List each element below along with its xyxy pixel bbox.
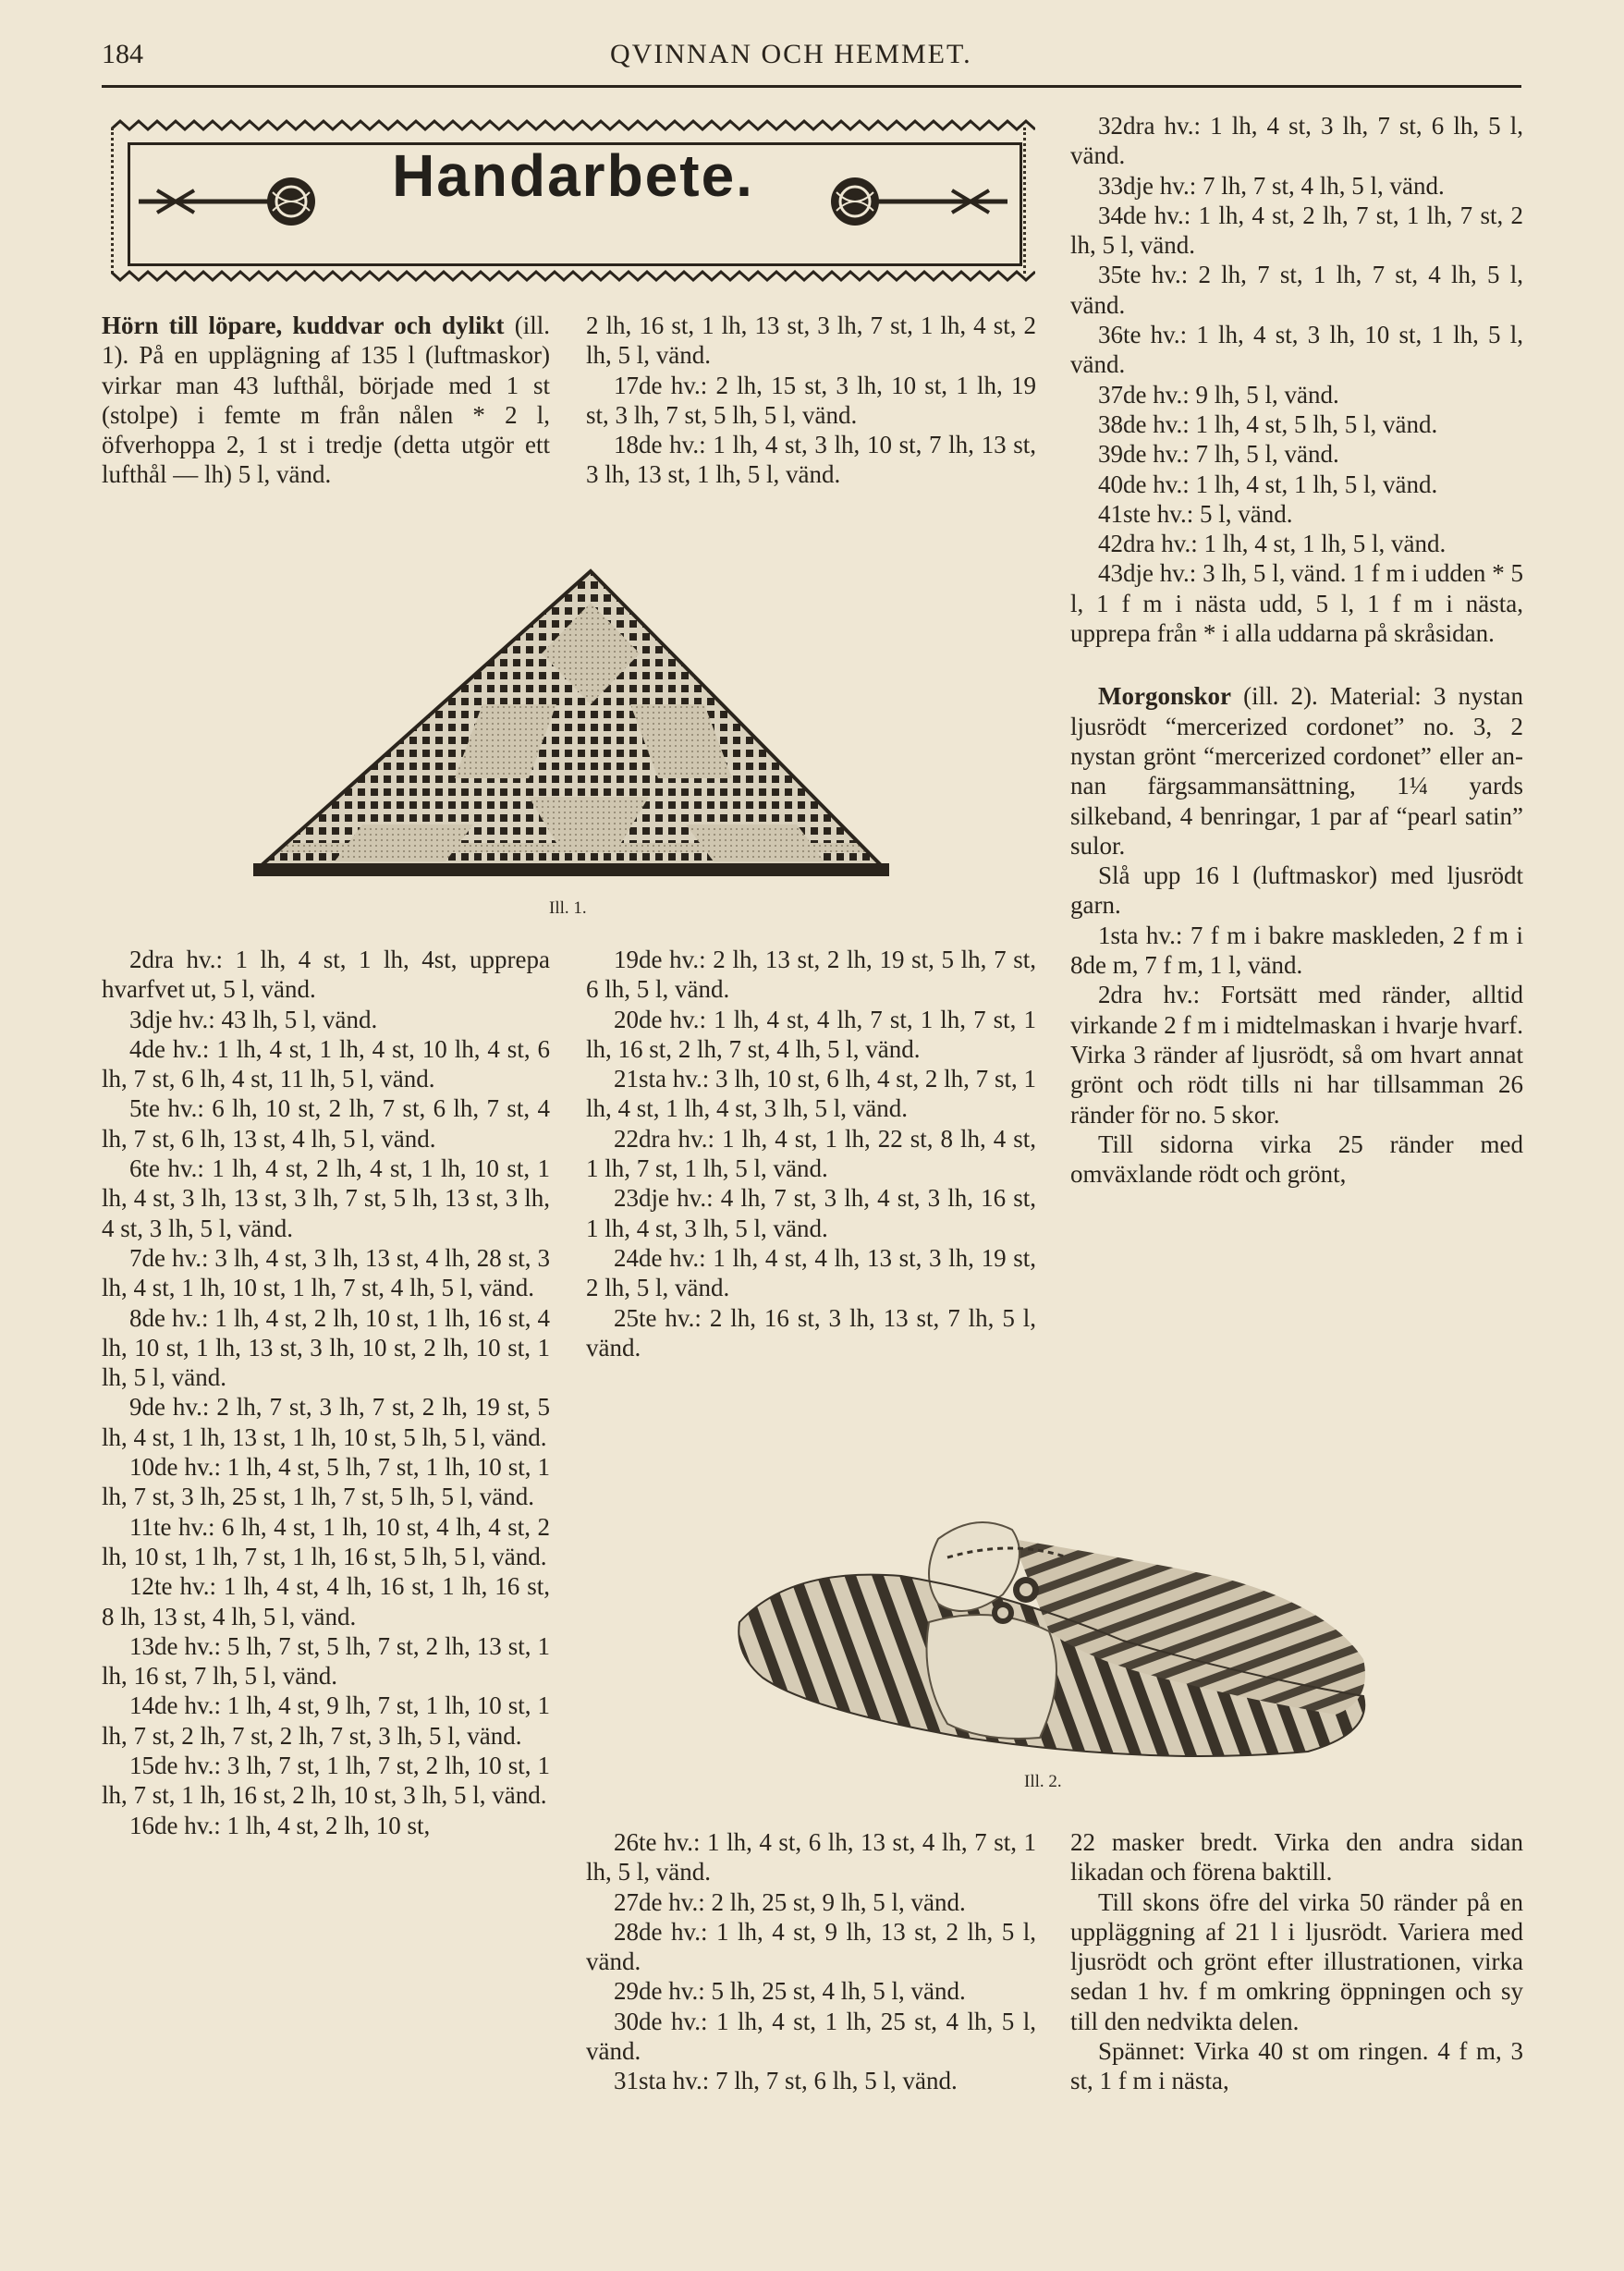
row-text: 22dra hv.: 1 lh, 4 st, 1 lh, 22 st, 8 lh, 4 st, 1 lh, 7 st, 1 lh, 5 l, vänd. xyxy=(586,1124,1036,1183)
zigzag-border-bottom-icon xyxy=(111,268,1035,283)
row-text: 12te hv.: 1 lh, 4 st, 4 lh, 16 st, 1 lh, 16 st, 8 lh, 13 st, 4 lh, 5 l, vänd. xyxy=(102,1572,550,1630)
col2-top xyxy=(586,311,1036,490)
row-text: 7de hv.: 3 lh, 4 st, 3 lh, 13 st, 4 lh, 28 st, 3 lh, 4 st, 1 lh, 10 st, 1 lh, 7 st, 4 lh, 5 l, vänd. xyxy=(102,1243,550,1302)
row-text: 32dra hv.: 1 lh, 4 st, 3 lh, 7 st, 6 lh, 5 l, vänd. xyxy=(1070,112,1523,170)
row-text: 2 lh, 16 st, 1 lh, 13 st, 3 lh, 7 st, 1 lh, 4 st, 2 lh, 5 l, vänd. xyxy=(586,311,1036,370)
crochet-triangle-illustration xyxy=(251,566,891,880)
intro-title: Hörn till löpare, kuddvar och dylikt xyxy=(102,311,505,339)
running-title: QVINNAN OCH HEMMET. xyxy=(610,39,972,69)
intro-text: (ill. 1). På en upplägning af 135 l (luftmaskor) virkar man 43 lufthål, började med 1 st (stolpe) i femte m från nålen * 2 l, öfverhoppa 2, 1 st i tredje (detta utgör ett lufthål — lh) 5 l, vänd. xyxy=(102,311,550,489)
row-text: 10de hv.: 1 lh, 4 st, 5 lh, 7 st, 1 lh, 10 st, 1 lh, 7 st, 3 lh, 25 st, 1 lh, 7 st, 5 lh, 5 l, vänd. xyxy=(102,1453,550,1511)
row-text: 11te hv.: 6 lh, 4 st, 1 lh, 10 st, 4 lh, 4 st, 2 lh, 10 st, 1 lh, 7 st, 1 lh, 16 st, 5 lh, 5 l, vänd. xyxy=(102,1512,550,1570)
row-text: 42dra hv.: 1 lh, 4 st, 1 lh, 5 l, vänd. xyxy=(1098,530,1447,558)
row-text: 36te hv.: 1 lh, 4 st, 3 lh, 10 st, 1 lh, 5 l, vänd. xyxy=(1070,321,1523,379)
row-text: 41ste hv.: 5 l, vänd. xyxy=(1098,499,1293,528)
row-text: 9de hv.: 2 lh, 7 st, 3 lh, 7 st, 2 lh, 19 st, 5 lh, 4 st, 1 lh, 13 st, 1 lh, 10 st, 5 lh, 5 l, vänd. xyxy=(102,1393,550,1451)
row-text: 18de hv.: 1 lh, 4 st, 3 lh, 10 st, 7 lh, 13 st, 3 lh, 13 st, 1 lh, 5 l, vänd. xyxy=(586,431,1036,489)
row-text: 15de hv.: 3 lh, 7 st, 1 lh, 7 st, 2 lh, 10 st, 1 lh, 7 st, 1 lh, 16 st, 2 lh, 10 st, 3 lh, 5 l, vänd. xyxy=(102,1752,550,1810)
morgonskor-title: Morgonskor xyxy=(1098,682,1231,711)
col3-bottom xyxy=(1070,1827,1523,2096)
row-text: 37de hv.: 9 lh, 5 l, vänd. xyxy=(1098,380,1339,409)
paragraph: Slå upp 16 l (luftmaskor) med ljusrödt garn. xyxy=(1070,861,1523,920)
paragraph: Spännet: Virka 40 st om ringen. 4 f m, 3 st, 1 f m i nästa, xyxy=(1070,2037,1523,2095)
row-text: 14de hv.: 1 lh, 4 st, 9 lh, 7 st, 1 lh, 10 st, 1 lh, 7 st, 2 lh, 7 st, 2 lh, 7 st, 3 lh, 5 l, vänd. xyxy=(102,1691,550,1750)
row-text: 26te hv.: 1 lh, 4 st, 6 lh, 13 st, 4 lh, 7 st, 1 lh, 5 l, vänd. xyxy=(586,1828,1036,1886)
col2-bottom xyxy=(586,1827,1036,2096)
row-text: 27de hv.: 2 lh, 25 st, 9 lh, 5 l, vänd. xyxy=(614,1887,966,1916)
row-text: 43dje hv.: 3 lh, 5 l, vänd. 1 f m i udden * 5 l, 1 f m i nästa udd, 5 l, 1 f m i nästa, upprepa från * i alla uddarna på skråsidan. xyxy=(1070,559,1523,648)
row-text: 34de hv.: 1 lh, 4 st, 2 lh, 7 st, 1 lh, 7 st, 2 lh, 5 l, vänd. xyxy=(1070,201,1523,260)
knot-ornament-right-icon xyxy=(823,172,1007,231)
row-text: 13de hv.: 5 lh, 7 st, 5 lh, 7 st, 2 lh, 13 st, 1 lh, 16 st, 7 lh, 5 l, vänd. xyxy=(102,1631,550,1691)
row-text: 35te hv.: 2 lh, 7 st, 1 lh, 7 st, 4 lh, 5 l, vänd. xyxy=(1070,261,1523,319)
row-text: 29de hv.: 5 lh, 25 st, 4 lh, 5 l, vänd. xyxy=(614,1977,966,2006)
banner-title: Handarbete. xyxy=(392,142,754,209)
row-text: 23dje hv.: 4 lh, 7 st, 3 lh, 4 st, 3 lh, 16 st, 1 lh, 4 st, 3 lh, 5 l, vänd. xyxy=(586,1184,1036,1242)
col1-rows xyxy=(102,945,550,1840)
row-text: 31sta hv.: 7 lh, 7 st, 6 lh, 5 l, vänd. xyxy=(614,2067,958,2095)
paragraph: 22 masker bredt. Virka den andra sidan likadan och förena baktill. xyxy=(1070,1828,1523,1886)
row-text: 3dje hv.: 43 lh, 5 l, vänd. xyxy=(129,1005,378,1033)
zigzag-border-top-icon xyxy=(111,118,1035,133)
row-text: 8de hv.: 1 lh, 4 st, 2 lh, 10 st, 1 lh, 16 st, 4 lh, 10 st, 1 lh, 13 st, 3 lh, 10 st, 2 lh, 10 st, 1 lh, 5 l, vänd. xyxy=(102,1303,550,1392)
col1-intro xyxy=(102,311,550,490)
row-text: 25te hv.: 2 lh, 16 st, 3 lh, 13 st, 7 lh, 5 l, vänd. xyxy=(586,1303,1036,1361)
row-text: 38de hv.: 1 lh, 4 st, 5 lh, 5 l, vänd. xyxy=(1098,409,1438,438)
morgonskor-text: (ill. 2). Material: 3 nystan ljusrödt “mercerized cordonet” no. 3, 2 nystan grönt “mercerized cordonet” eller annan färgsammansättning, 1¼ yards silkeband, 4 benringar, 1 par af “pearl satin” sulor. xyxy=(1070,682,1523,860)
row-text: 40de hv.: 1 lh, 4 st, 1 lh, 5 l, vänd. xyxy=(1098,470,1438,498)
paragraph: Till skons öfre del virka 50 ränder på en uppläggning af 21 l i ljusrödt. Variera med ljusrödt och grönt efter illustrationen, virka sedan 1 hv. f m omkring öppningen och sy till den nedvikta delen. xyxy=(1070,1887,1523,2035)
figure-2-caption: Ill. 2. xyxy=(1024,1772,1062,1791)
row-text: 33dje hv.: 7 lh, 7 st, 4 lh, 5 l, vänd. xyxy=(1098,171,1445,200)
row-text: 16de hv.: 1 lh, 4 st, 2 lh, 10 st, xyxy=(129,1811,431,1839)
page-number: 184 xyxy=(102,39,143,69)
figure-1-caption: Ill. 1. xyxy=(549,898,587,918)
row-text: 2dra hv.: 1 lh, 4 st, 1 lh, 4st, upprepa hvarfvet ut, 5 l, vänd. xyxy=(102,946,550,1004)
paragraph: 2dra hv.: Fortsätt med ränder, alltid virkande 2 f m i midtelmaskan i hvarje hvarf. Virka 3 ränder af ljusrödt, så om hvart annat grönt och rödt tills ni har tillsamman 26 ränder för no. 5 skor. xyxy=(1070,981,1523,1129)
row-text: 5te hv.: 6 lh, 10 st, 2 lh, 7 st, 6 lh, 7 st, 4 lh, 7 st, 6 lh, 13 st, 4 lh, 5 l, vänd. xyxy=(102,1094,550,1153)
crochet-slipper-illustration xyxy=(735,1502,1377,1765)
col2-mid xyxy=(586,945,1036,1362)
paragraph: Till sidorna virka 25 ränder med omväxlande rödt och grönt, xyxy=(1070,1129,1523,1189)
row-text: 21sta hv.: 3 lh, 10 st, 6 lh, 4 st, 2 lh, 7 st, 1 lh, 4 st, 1 lh, 4 st, 3 lh, 5 l, vänd. xyxy=(586,1065,1036,1123)
header-rule xyxy=(102,85,1521,88)
row-text: 28de hv.: 1 lh, 4 st, 9 lh, 13 st, 2 lh, 5 l, vänd. xyxy=(586,1917,1036,1976)
row-text: 4de hv.: 1 lh, 4 st, 1 lh, 4 st, 10 lh, 4 st, 6 lh, 7 st, 6 lh, 4 st, 11 lh, 5 l, vänd. xyxy=(102,1034,550,1093)
row-text: 17de hv.: 2 lh, 15 st, 3 lh, 10 st, 1 lh, 19 st, 3 lh, 7 st, 5 lh, 5 l, vänd. xyxy=(586,371,1036,429)
row-text: 24de hv.: 1 lh, 4 st, 4 lh, 13 st, 3 lh, 19 st, 2 lh, 5 l, vänd. xyxy=(586,1243,1036,1302)
row-text: 39de hv.: 7 lh, 5 l, vänd. xyxy=(1098,440,1339,469)
paragraph: 1sta hv.: 7 f m i bakre maskleden, 2 f m i 8de m, 7 f m, 1 l, vänd. xyxy=(1070,921,1523,980)
row-text: 20de hv.: 1 lh, 4 st, 4 lh, 7 st, 1 lh, 7 st, 1 lh, 16 st, 2 lh, 7 st, 4 lh, 5 l, vänd. xyxy=(586,1005,1036,1063)
section-banner xyxy=(111,118,1035,283)
row-text: 30de hv.: 1 lh, 4 st, 1 lh, 25 st, 4 lh, 5 l, vänd. xyxy=(586,2007,1036,2066)
row-text: 19de hv.: 2 lh, 13 st, 2 lh, 19 st, 5 lh, 7 st, 6 lh, 5 l, vänd. xyxy=(586,946,1036,1004)
row-text: 6te hv.: 1 lh, 4 st, 2 lh, 4 st, 1 lh, 10 st, 1 lh, 4 st, 3 lh, 13 st, 3 lh, 7 st, 5 lh, 13 st, 3 lh, 4 st, 3 lh, 5 l, vänd. xyxy=(102,1154,550,1242)
col3-top xyxy=(1070,111,1523,1189)
